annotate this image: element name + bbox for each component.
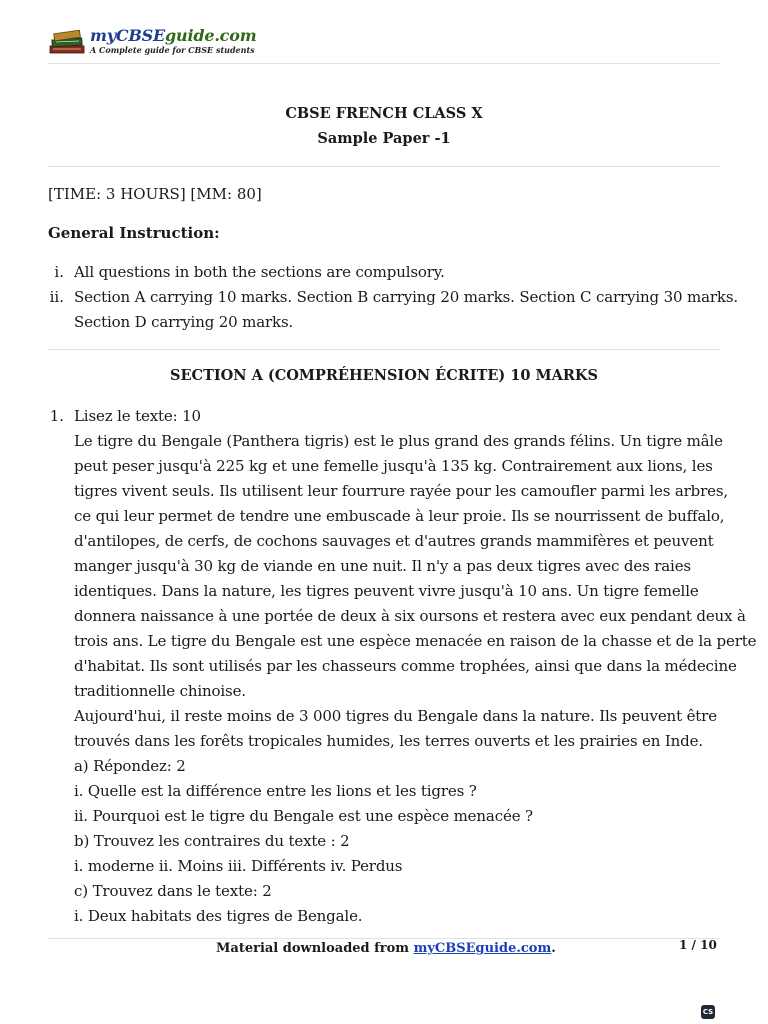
question-line: i. Deux habitats des tigres de Bengale. bbox=[74, 907, 363, 925]
instruction-line: Section A carrying 10 marks. Section B carrying 20 marks. Section C carrying 30 marks. bbox=[74, 288, 738, 306]
question-line: Aujourd'hui, il reste moins de 3 000 tigres du Bengale dans la nature. Ils peuvent être bbox=[74, 707, 717, 725]
camscanner-badge-icon[interactable]: CS bbox=[701, 1005, 715, 1019]
document-subtitle: Sample Paper -1 bbox=[317, 130, 451, 147]
instruction-line: All questions in both the sections are compulsory. bbox=[74, 263, 445, 281]
question-line: d'antilopes, de cerfs, de cochons sauvages et d'autres grands mammifères et peuvent bbox=[74, 532, 714, 550]
question-line: ce qui leur permet de tendre une embuscade à leur proie. Ils se nourrissent de buffalo, bbox=[74, 507, 725, 525]
document-title: CBSE FRENCH CLASS X bbox=[285, 105, 483, 122]
question-line: trouvés dans les forêts tropicales humides, les terres ouverts et les prairies en Inde. bbox=[74, 732, 703, 750]
question-line: trois ans. Le tigre du Bengale est une espèce menacée en raison de la chasse et de la perte bbox=[74, 632, 757, 650]
header-divider bbox=[48, 63, 720, 64]
question-line: i. Quelle est la différence entre les lions et les tigres ? bbox=[74, 782, 477, 800]
books-icon bbox=[48, 28, 88, 56]
question-line: donnera naissance à une portée de deux à six oursons et restera avec eux pendant deux à bbox=[74, 607, 746, 625]
question-line: Lisez le texte: 10 bbox=[74, 407, 201, 425]
question-line: identiques. Dans la nature, les tigres peuvent vivre jusqu'à 10 ans. Un tigre femelle bbox=[74, 582, 699, 600]
footer-credit bbox=[216, 941, 556, 956]
question-line: Le tigre du Bengale (Panthera tigris) est le plus grand des grands félins. Un tigre mâle bbox=[74, 432, 723, 450]
question-line: tigres vivent seuls. Ils utilisent leur fourrure rayée pour les camoufler parmi les arbres, bbox=[74, 482, 729, 500]
question-line: manger jusqu'à 30 kg de viande en une nuit. Il n'y a pas deux tigres avec des raies bbox=[74, 557, 691, 575]
instruction-line: Section D carrying 20 marks. bbox=[74, 313, 294, 331]
question-body bbox=[74, 404, 757, 929]
instruction-number: ii. bbox=[49, 288, 64, 306]
time-marks: [TIME: 3 HOURS] [MM: 80] bbox=[48, 185, 262, 203]
footer-divider bbox=[48, 938, 720, 939]
page-number: 1 / 10 bbox=[679, 938, 717, 952]
title-divider bbox=[48, 166, 720, 167]
section-divider bbox=[48, 349, 720, 350]
instruction-number: i. bbox=[54, 263, 64, 281]
footer-link[interactable]: myCBSEguide.com bbox=[413, 941, 552, 956]
instruction-item bbox=[74, 260, 724, 285]
question-line: peut peser jusqu'à 225 kg et une femelle jusqu'à 135 kg. Contrairement aux lions, les bbox=[74, 457, 713, 475]
question-line: a) Répondez: 2 bbox=[74, 757, 186, 775]
question-line: ii. Pourquoi est le tigre du Bengale est une espèce menacée ? bbox=[74, 807, 533, 825]
question-number: 1. bbox=[49, 407, 64, 425]
site-logo bbox=[48, 26, 258, 58]
footer-prefix: Material downloaded from bbox=[216, 941, 414, 956]
logo-tagline: A Complete guide for CBSE students bbox=[90, 45, 255, 55]
instructions-heading: General Instruction: bbox=[48, 224, 220, 242]
logo-wordmark: myCBSEguide.com bbox=[90, 26, 257, 45]
section-heading: SECTION A (COMPRÉHENSION ÉCRITE) 10 MARKS bbox=[170, 367, 598, 384]
question-line: traditionnelle chinoise. bbox=[74, 682, 246, 700]
question-line: d'habitat. Ils sont utilisés par les chasseurs comme trophées, ainsi que dans la médecine bbox=[74, 657, 737, 675]
question-line: b) Trouvez les contraires du texte : 2 bbox=[74, 832, 350, 850]
question-line: c) Trouvez dans le texte: 2 bbox=[74, 882, 272, 900]
footer-suffix: . bbox=[551, 941, 556, 956]
question-line: i. moderne ii. Moins iii. Différents iv. Perdus bbox=[74, 857, 403, 875]
instruction-item bbox=[74, 285, 738, 335]
